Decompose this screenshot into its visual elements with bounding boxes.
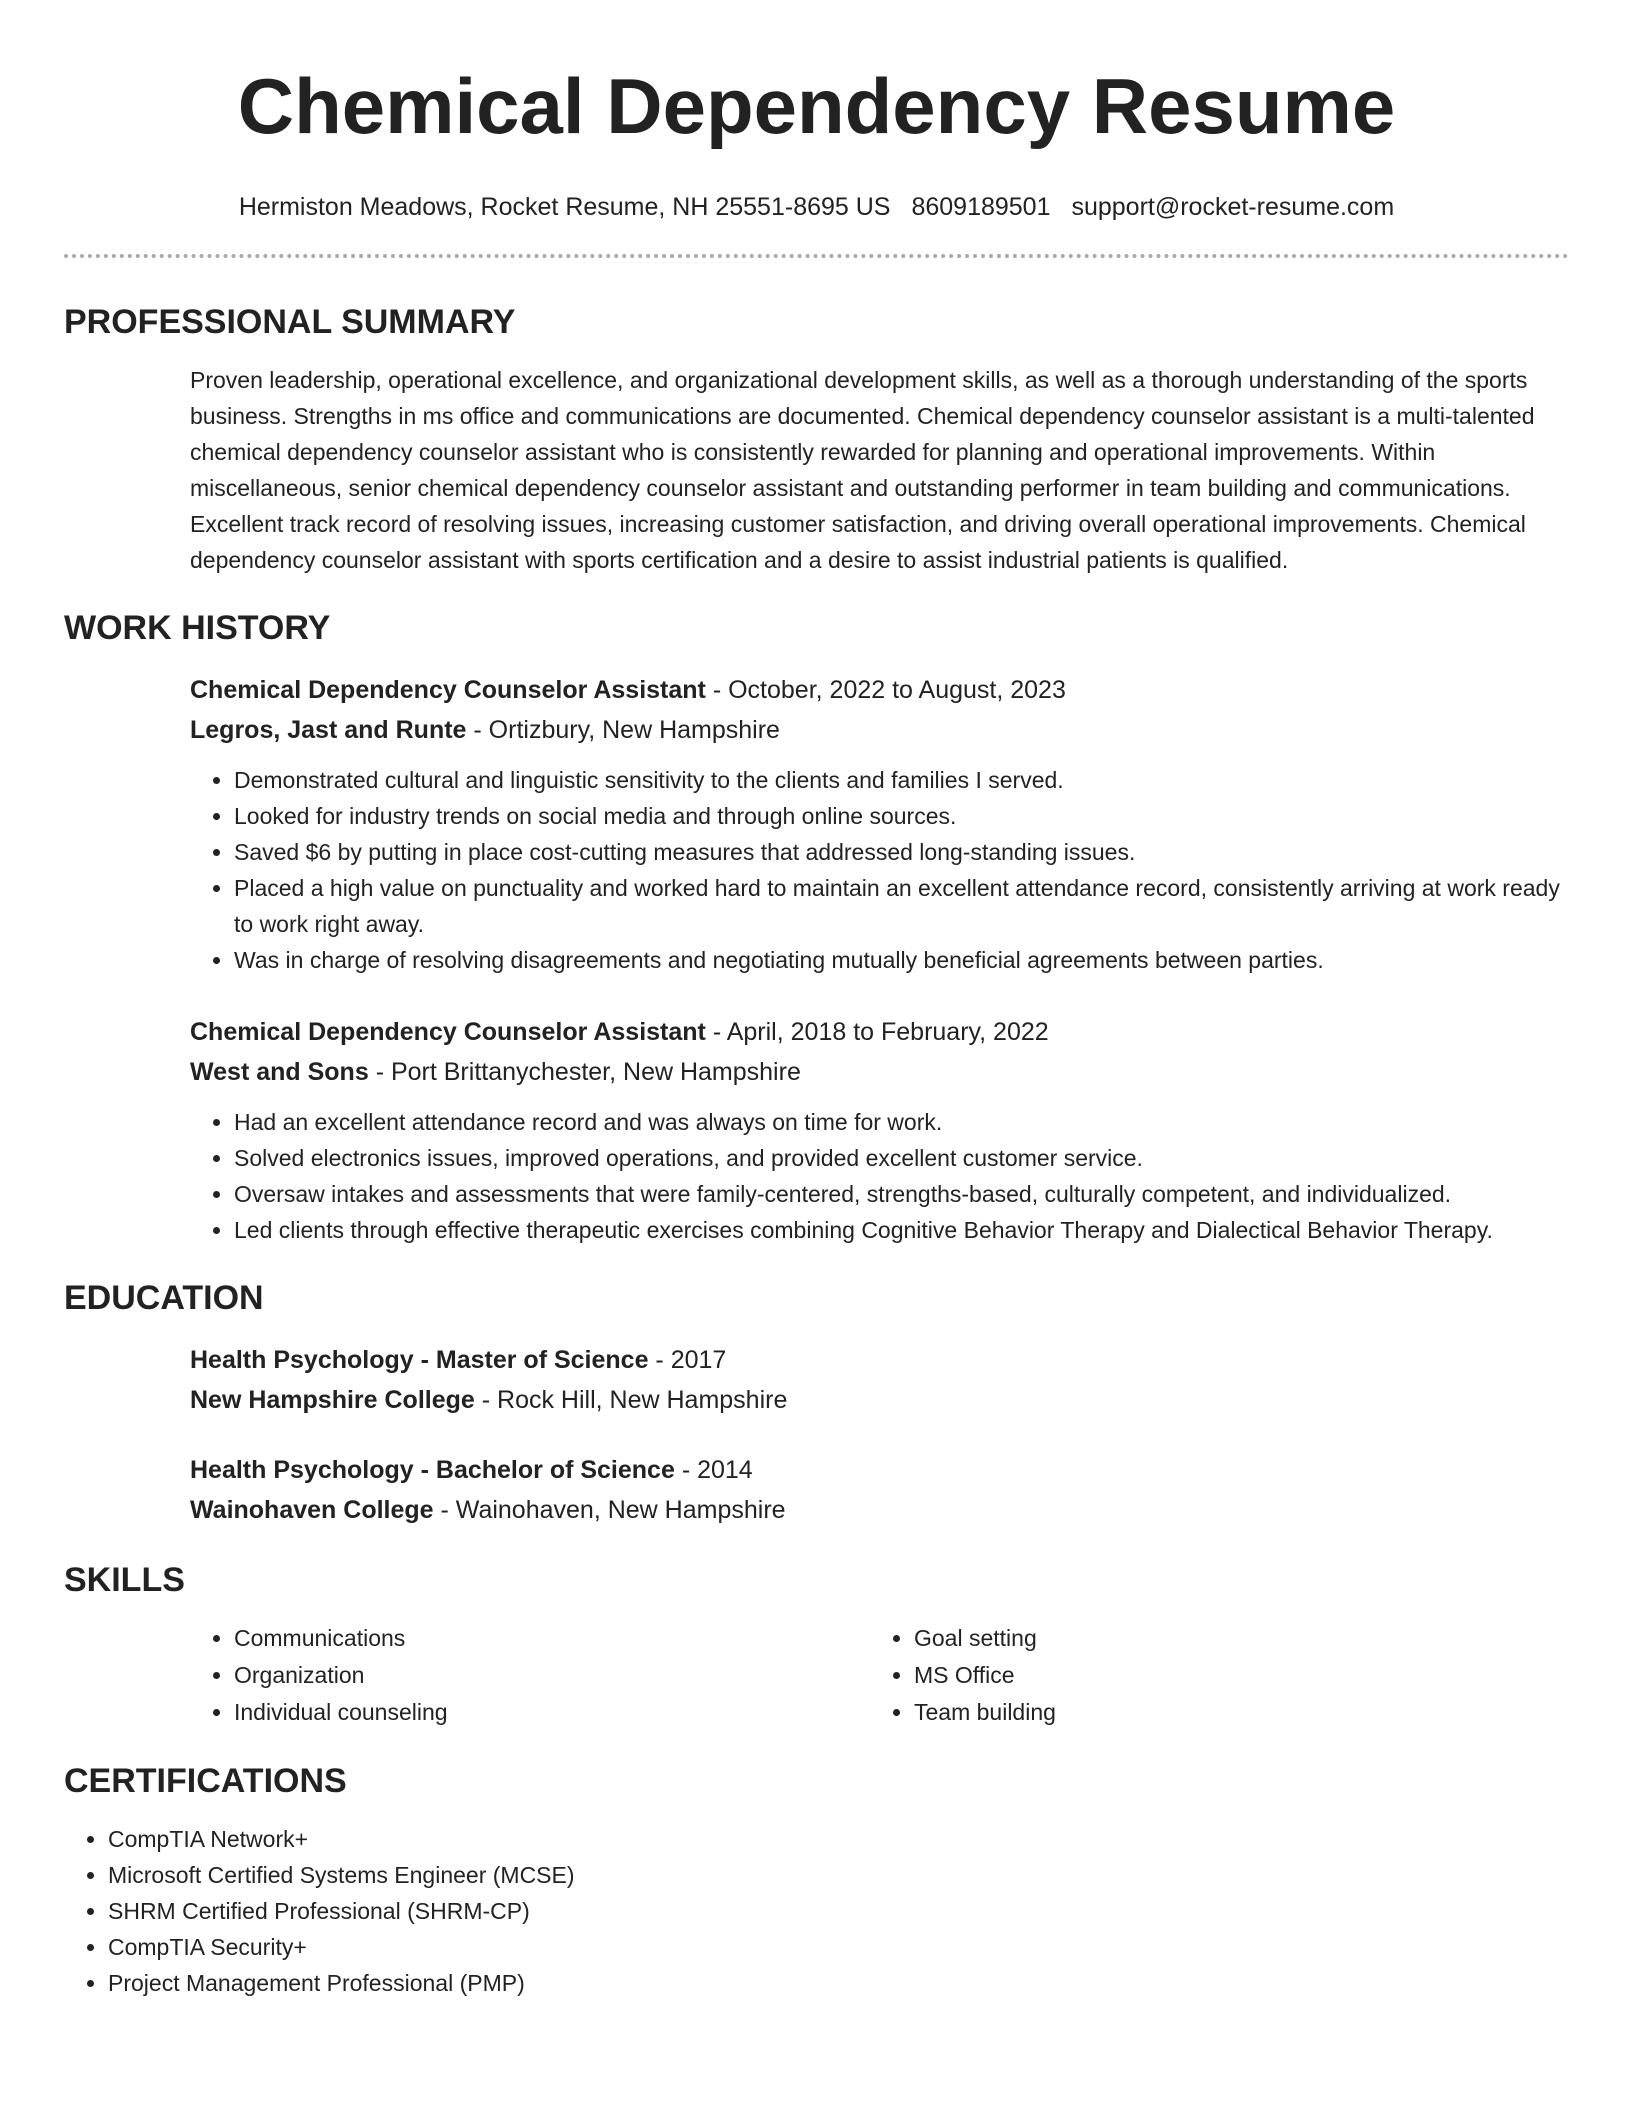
certifications-heading: CERTIFICATIONS [64,1762,347,1800]
job-duty: • Led clients through effective therapeutic exercises combining Cognitive Behavior Therapy and Dialectical Behavior Therapy. [234,1212,1569,1248]
job-company-line [190,710,1569,750]
resume-page [64,0,1569,2001]
job-title: Chemical Dependency Counselor Assistant [190,676,706,704]
job-duty: • Demonstrated cultural and linguistic sensitivity to the clients and families I served. [234,762,1569,798]
skills-section [64,1558,1569,1731]
skill-item: • Goal setting [914,1620,1550,1657]
certifications-section [64,1759,1569,2001]
skill-item: • Team building [914,1694,1550,1731]
skill-item: • Organization [234,1657,870,1694]
job-duty: • Solved electronics issues, improved operations, and provided excellent customer service. [234,1140,1569,1176]
contact-address: Hermiston Meadows, Rocket Resume, NH 25551-8695 US [238,193,891,221]
school-location: - Wainohaven, New Hampshire [433,1496,786,1524]
skills-columns [190,1620,1569,1731]
job-duty: • Oversaw intakes and assessments that were family-centered, strengths-based, culturally competent, and individualized. [234,1176,1569,1212]
skills-heading: SKILLS [64,1561,185,1599]
job-duties-list [190,1104,1569,1248]
certification-item: • SHRM Certified Professional (SHRM-CP) [108,1893,1569,1929]
job-company: West and Sons [190,1058,369,1086]
degree-line [190,1450,1569,1490]
job-company-line [190,1052,1569,1092]
school-line [190,1380,1569,1420]
degree-year: - 2014 [674,1456,753,1484]
education-entry [190,1340,1569,1420]
skills-list-right [870,1620,1550,1731]
header-divider [64,254,1569,258]
job-location: - Ortizbury, New Hampshire [466,716,780,744]
education-entry [190,1450,1569,1530]
education-heading: EDUCATION [64,1279,264,1317]
contact-phone: 8609189501 [911,193,1051,221]
skill-item: • MS Office [914,1657,1550,1694]
skill-item: • Individual counseling [234,1694,870,1731]
job-dates: - October, 2022 to August, 2023 [705,676,1066,704]
job-duty: • Looked for industry trends on social media and through online sources. [234,798,1569,834]
job-duty: • Placed a high value on punctuality and worked hard to maintain an excellent attendance record, consistently arriving at work ready to work right away. [234,870,1569,942]
degree-line [190,1340,1569,1380]
job-duty: • Was in charge of resolving disagreements and negotiating mutually beneficial agreements between parties. [234,942,1569,978]
skill-item: • Communications [234,1620,870,1657]
job-location: - Port Brittanychester, New Hampshire [368,1058,801,1086]
job-duty: • Had an excellent attendance record and was always on time for work. [234,1104,1569,1140]
certifications-list [64,1821,1569,2001]
job-duties-list [190,762,1569,978]
work-history-section [64,606,1569,1248]
job-title-line [190,670,1569,710]
degree: Health Psychology - Master of Science [190,1346,649,1374]
job-title-line [190,1012,1569,1052]
summary-text: Proven leadership, operational excellence, and organizational development skills, as well as a thorough understanding of the sports business. Strengths in ms office and communications are documented. Chemical dependency counselor assistant is a multi-talented chemical dependency counselor assistant who is consistently rewarded for planning and operational improvements. Within miscellaneous, senior chemical dependency counselor assistant and outstanding performer in team building and communications. Excellent track record of resolving issues, increasing customer satisfaction, and driving overall operational improvements. Chemical dependency counselor assistant with sports certification and a desire to assist industrial patients is qualified. [190,367,1535,573]
job-dates: - April, 2018 to February, 2022 [705,1018,1049,1046]
certification-item: • CompTIA Security+ [108,1929,1569,1965]
certification-item: • CompTIA Network+ [108,1821,1569,1857]
school-name: New Hampshire College [190,1386,475,1414]
school-name: Wainohaven College [190,1496,434,1524]
degree-year: - 2017 [648,1346,727,1374]
certification-item: • Microsoft Certified Systems Engineer (MCSE) [108,1857,1569,1893]
contact-line [64,190,1569,224]
job-title: Chemical Dependency Counselor Assistant [190,1018,706,1046]
school-line [190,1490,1569,1530]
education-section [64,1276,1569,1530]
job-duty: • Saved $6 by putting in place cost-cutting measures that addressed long-standing issues. [234,834,1569,870]
school-location: - Rock Hill, New Hampshire [474,1386,788,1414]
skills-list-left [190,1620,870,1731]
degree: Health Psychology - Bachelor of Science [190,1456,675,1484]
summary-section [64,300,1569,578]
work-history-heading: WORK HISTORY [64,609,331,647]
contact-email: support@rocket-resume.com [1071,193,1395,221]
summary-heading: PROFESSIONAL SUMMARY [64,303,516,341]
certification-item: • Project Management Professional (PMP) [108,1965,1569,2001]
job-company: Legros, Jast and Runte [190,716,467,744]
job-entry [190,1012,1569,1248]
job-entry [190,670,1569,978]
resume-title: Chemical Dependency Resume [237,62,1396,150]
